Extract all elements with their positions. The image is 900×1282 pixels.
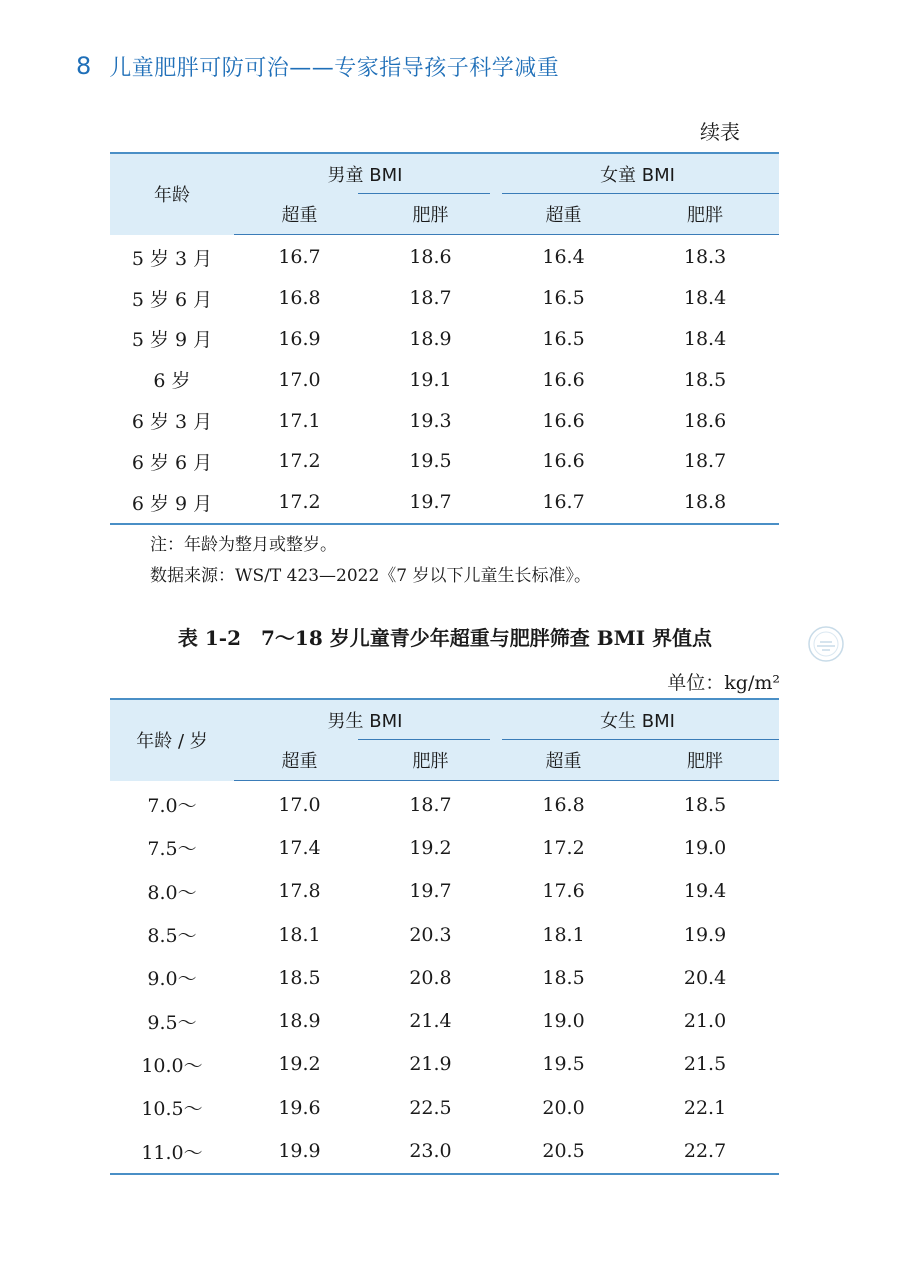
girls-overweight-cell: 18.1 [542,923,585,946]
boys-overweight-cell: 18.9 [278,1010,321,1033]
col-header-girls-obese: 肥胖 [631,740,779,781]
boys-overweight-cell: 17.4 [278,836,321,859]
girls-obese-cell: 19.0 [683,836,727,859]
table-row [110,1086,779,1129]
age-cell: 5 岁 3 月 [131,247,213,270]
girls-obese-cell: 21.5 [683,1053,727,1076]
boys-obese-cell: 21.4 [409,1010,452,1033]
age-cell: 8.0～ [147,881,197,904]
girls-obese-cell: 21.0 [683,1010,727,1033]
boys-obese-cell: 19.2 [409,836,452,859]
bmi-table-7-18 [110,698,779,1175]
col-header-age: 年龄 / 岁 [110,699,234,781]
age-cell: 6 岁 3 月 [131,411,213,434]
girls-obese-cell: 22.1 [683,1096,727,1119]
bmi-table-continued [110,152,779,525]
boys-obese-cell: 19.1 [409,368,452,391]
age-cell: 5 岁 6 月 [131,288,213,311]
boys-obese-cell: 19.7 [365,482,496,524]
age-cell: 9.5～ [147,1011,197,1034]
girls-overweight-cell: 16.6 [542,409,585,432]
table-row [110,278,779,319]
age-cell: 6 岁 [153,370,191,393]
girls-overweight-cell: 16.5 [542,287,585,310]
boys-overweight-cell: 18.5 [278,966,321,989]
boys-obese-cell: 19.3 [409,409,452,432]
girls-overweight-cell: 18.5 [542,966,585,989]
girls-obese-cell: 18.5 [683,793,727,816]
boys-obese-cell: 21.9 [409,1053,452,1076]
table-row [110,913,779,956]
girls-obese-cell: 19.9 [683,923,727,946]
book-title: 儿童肥胖可防可治——专家指导孩子科学减重 [109,55,560,81]
boys-overweight-cell: 17.2 [278,450,321,473]
girls-obese-cell: 18.4 [683,287,727,310]
girls-obese-cell: 18.5 [683,368,727,391]
boys-overweight-cell: 18.1 [278,923,321,946]
girls-overweight-cell: 19.5 [542,1053,585,1076]
col-header-girls-bmi: 女生 BMI [496,699,779,740]
boys-obese-cell: 19.5 [409,450,452,473]
girls-overweight-cell: 17.6 [542,880,585,903]
col-header-girls-bmi: 女童 BMI [496,153,779,194]
age-cell: 9.0～ [147,968,197,991]
girls-overweight-cell: 20.5 [496,1129,631,1173]
col-header-girls-overweight: 超重 [496,740,631,781]
boys-obese-cell: 19.7 [409,880,452,903]
boys-obese-cell: 20.8 [409,966,452,989]
boys-obese-cell: 18.7 [409,287,452,310]
col-header-boys-overweight: 超重 [234,740,365,781]
col-header-age: 年龄 [110,153,234,235]
girls-obese-cell: 20.4 [683,966,727,989]
col-header-girls-overweight: 超重 [496,194,631,235]
table-row [110,319,779,360]
girls-overweight-cell: 17.2 [542,836,585,859]
data-source-note: 数据来源：WS/T 423—2022《7 岁以下儿童生长标准》。 [150,566,592,586]
table-row [110,359,779,400]
age-cell: 7.5～ [147,838,197,861]
boys-overweight-cell: 17.0 [278,368,321,391]
boys-overweight-cell: 16.9 [278,327,321,350]
age-cell: 11.0～ [110,1129,234,1173]
girls-overweight-cell: 16.6 [542,450,585,473]
boys-obese-cell: 20.3 [409,923,452,946]
page-number: 8 [76,52,92,80]
col-header-boys-bmi: 男童 BMI [234,153,496,194]
table-row [110,482,779,524]
age-cell: 5 岁 9 月 [131,329,213,352]
table-note: 注：年龄为整月或整岁。 [150,535,337,555]
continued-label: 续表 [700,120,740,144]
publisher-seal-icon [806,624,846,664]
col-header-boys-bmi: 男生 BMI [234,699,496,740]
boys-obese-cell: 22.5 [409,1096,452,1119]
age-cell: 10.0～ [141,1054,203,1077]
girls-overweight-cell: 16.6 [542,368,585,391]
table-row [110,1043,779,1086]
girls-obese-cell: 18.6 [683,409,727,432]
table-title: 表 1-2 7～18 岁儿童青少年超重与肥胖筛查 BMI 界值点 [177,626,713,650]
girls-overweight-cell: 16.7 [496,482,631,524]
age-cell: 10.5～ [141,1098,203,1121]
age-cell: 8.5～ [147,925,197,948]
col-header-girls-obese: 肥胖 [631,194,779,235]
age-cell: 6 岁 6 月 [131,451,213,474]
boys-obese-cell: 18.7 [409,793,452,816]
girls-obese-cell: 18.7 [683,450,727,473]
girls-overweight-cell: 16.4 [542,246,585,269]
table-row [110,1129,779,1173]
boys-overweight-cell: 17.1 [278,409,321,432]
girls-overweight-cell: 16.5 [542,327,585,350]
boys-overweight-cell: 16.8 [278,287,321,310]
girls-obese-cell: 19.4 [683,880,727,903]
table-row [110,235,779,278]
col-header-boys-obese: 肥胖 [365,740,496,781]
boys-overweight-cell: 19.9 [234,1129,365,1173]
girls-obese-cell: 18.4 [683,327,727,350]
table-row [110,441,779,482]
boys-overweight-cell: 16.7 [278,246,321,269]
table-row [110,999,779,1042]
table-row [110,781,779,827]
table-row [110,826,779,869]
col-header-boys-obese: 肥胖 [365,194,496,235]
boys-overweight-cell: 17.0 [278,793,321,816]
boys-overweight-cell: 19.6 [278,1096,321,1119]
boys-overweight-cell: 17.2 [234,482,365,524]
boys-obese-cell: 18.9 [409,327,452,350]
table-row [110,956,779,999]
boys-overweight-cell: 17.8 [278,880,321,903]
girls-overweight-cell: 20.0 [542,1096,585,1119]
girls-obese-cell: 18.8 [631,482,779,524]
page-header [76,46,559,86]
boys-obese-cell: 18.6 [409,246,452,269]
age-cell: 6 岁 9 月 [110,482,234,524]
boys-overweight-cell: 19.2 [278,1053,321,1076]
table-row [110,870,779,913]
table-row [110,400,779,441]
boys-obese-cell: 23.0 [365,1129,496,1173]
girls-obese-cell: 18.3 [683,246,727,269]
girls-obese-cell: 22.7 [631,1129,779,1173]
unit-label: 单位：kg/m² [667,672,780,694]
girls-overweight-cell: 16.8 [542,793,585,816]
age-cell: 7.0～ [147,794,197,817]
col-header-boys-overweight: 超重 [234,194,365,235]
girls-overweight-cell: 19.0 [542,1010,585,1033]
